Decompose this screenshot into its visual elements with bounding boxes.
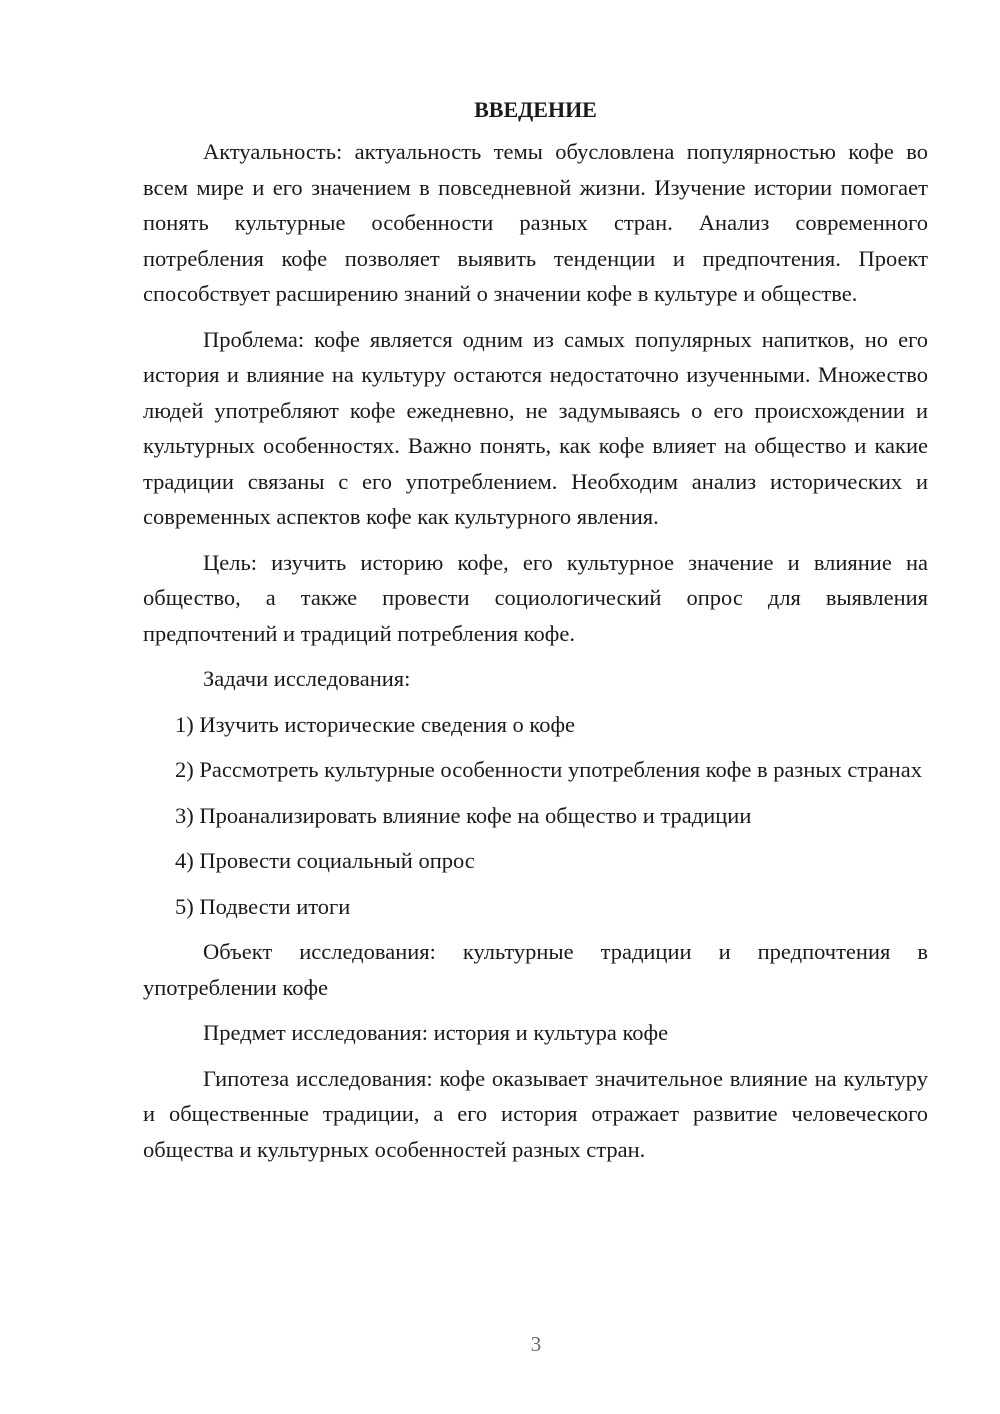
task-item-5: 5) Подвести итоги: [175, 893, 351, 919]
relevance-paragraph: Актуальность: актуальность темы обусловлена популярностью кофе во всем мире и его значением в повседневной жизни. Изучение истории помогает понять культурные особенности разных стран. Анализ современного потребления кофе позволяет выявить тенденции и предпочтения. Проект способствует расширению знаний о значении кофе в культуре и обществе.: [143, 139, 928, 306]
task-item-4: 4) Провести социальный опрос: [175, 848, 475, 873]
subject-paragraph: Предмет исследования: история и культура кофе: [203, 1020, 669, 1045]
page-number: 3: [530, 1332, 542, 1356]
page-title: ВВЕДЕНИЕ: [474, 97, 597, 122]
task-item-2: 2) Рассмотреть культурные особенности употребления кофе в разных странах: [175, 757, 922, 782]
task-item-1: 1) Изучить исторические сведения о кофе: [175, 711, 576, 737]
goal-paragraph: Цель: изучить историю кофе, его культурное значение и влияние на общество, а также провести социологический опрос для выявления предпочтений и традиций потребления кофе.: [143, 549, 928, 646]
object-paragraph: Объект исследования: культурные традиции и предпочтения в употреблении кофе: [143, 939, 928, 1000]
hypothesis-paragraph: Гипотеза исследования: кофе оказывает значительное влияние на культуру и общественные традиции, а его история отражает развитие человеческого общества и культурных особенностей разных стран.: [143, 1065, 928, 1162]
task-item-3: 3) Проанализировать влияние кофе на общество и традиции: [175, 802, 752, 828]
tasks-heading: Задачи исследования:: [203, 666, 411, 691]
problem-paragraph: Проблема: кофе является одним из самых популярных напитков, но его история и влияние на культуру остаются недостаточно изученными. Множество людей употребляют кофе ежедневно, не задумываясь о его происхождении и культурных особенностях. Важно понять, как кофе влияет на общество и какие традиции связаны с его употреблением. Необходим анализ исторических и современных аспектов кофе как культурного явления.: [143, 326, 928, 529]
document-page: [143, 92, 928, 1177]
